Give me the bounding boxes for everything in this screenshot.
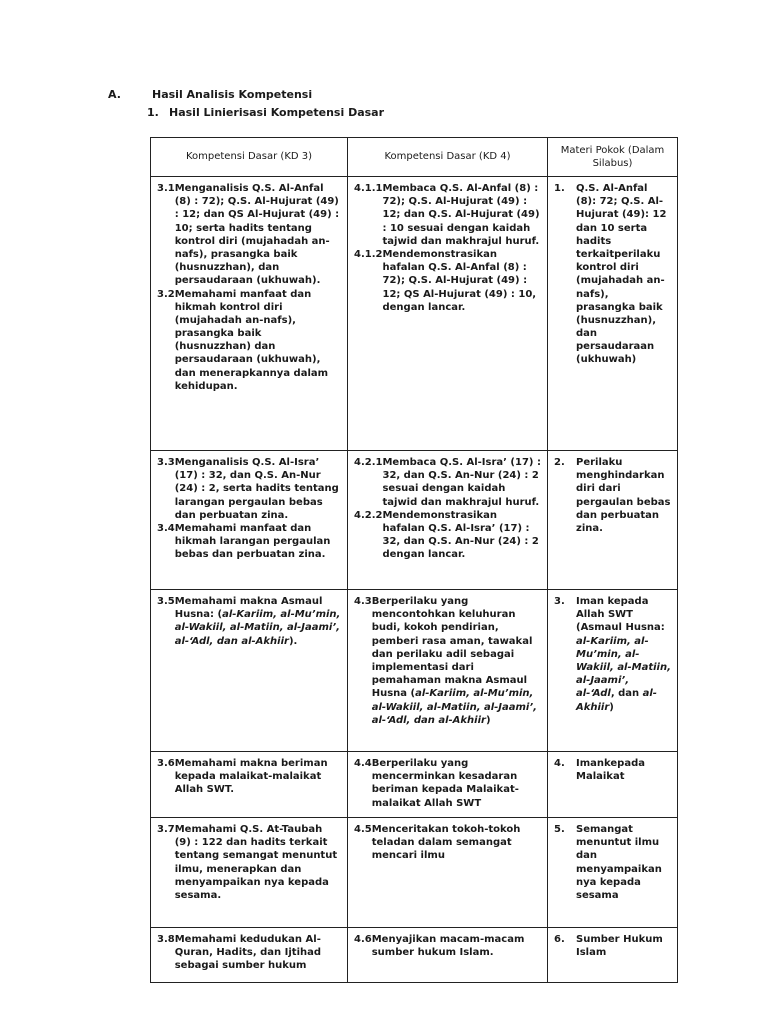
kompetensi-table [150, 137, 678, 983]
cell-kd4 [348, 818, 548, 928]
subsection-marker: 1. [147, 106, 159, 119]
cell-kd3 [151, 752, 348, 818]
cell-kd3 [151, 451, 348, 590]
table-row [151, 590, 678, 752]
cell-kd4 [348, 752, 548, 818]
list-item: 4.5 Menceritakan tokoh-tokoh teladan dalam semangat mencari ilmu [354, 824, 521, 862]
header-materi: Materi Pokok (Dalam Silabus) [548, 138, 678, 177]
header-kd3: Kompetensi Dasar (KD 3) [151, 138, 348, 177]
table-row [151, 928, 678, 983]
list-item: 4.2.1 Membaca Q.S. Al-Isra’ (17) : 32, dan Q.S. An-Nur (24) : 2 sesuai dengan kaidah tajwid dan makhrajul huruf. [354, 457, 541, 508]
list-item: 3.6 Memahami makna beriman kepada malaikat-malaikat Allah SWT. [157, 758, 328, 796]
list-item: 1. Q.S. Al-Anfal (8): 72; Q.S. Al-Hujurat (49): 12 dan 10 serta hadits terkaitperilaku kontrol diri (mujahadah an-nafs), prasangka baik (husnuzzhan), dan persaudaraan (ukhuwah) [554, 183, 667, 366]
list-item: 3.2 Memahami manfaat dan hikmah kontrol diri (mujahadah an-nafs), prasangka baik (husnuzzhan) dan persaudaraan (ukhuwah), dan menerapkannya dalam kehidupan. [157, 288, 329, 392]
table-row [151, 818, 678, 928]
list-item: 4.2.2 Mendemonstrasikan hafalan Q.S. Al-Isra’ (17) : 32, dan Q.S. An-Nur (24) : 2 dengan lancar. [354, 509, 539, 561]
cell-kd4 [348, 451, 548, 590]
section-marker: A. [108, 88, 121, 101]
list-item: 4.4 Berperilaku yang mencerminkan kesadaran beriman kepada Malaikat-malaikat Allah SWT [354, 758, 519, 809]
subsection-title: Hasil Linierisasi Kompetensi Dasar [169, 106, 385, 119]
cell-materi [548, 177, 678, 451]
cell-materi [548, 451, 678, 590]
list-item: 4.3 Berperilaku yang mencontohkan keluhuran budi, kokoh pendirian, pemberi rasa aman, tawakal dan perilaku adil sebagai implementasi dari pemahaman makna Asmaul Husna (al-Kariim, al-Mu’min, al-Wakiil, al-Matiin, al-Jaami’, al-‘Adl, dan al-Akhiir) [354, 596, 537, 726]
section-title: Hasil Analisis Kompetensi [152, 88, 313, 101]
list-item: 3.5 Memahami makna Asmaul Husna: (al-Kariim, al-Mu’min, al-Wakiil, al-Matiin, al-Jaami’, al-‘Adl, dan al-Akhiir). [157, 596, 341, 647]
cell-kd3 [151, 818, 348, 928]
cell-materi [548, 818, 678, 928]
header-kd4: Kompetensi Dasar (KD 4) [348, 138, 548, 177]
cell-kd4 [348, 928, 548, 983]
list-item: 3.8 Memahami kedudukan Al-Quran, Hadits, dan Ijtihad sebagai sumber hukum [157, 934, 322, 972]
cell-kd3 [151, 590, 348, 752]
cell-kd3 [151, 177, 348, 451]
cell-materi [548, 590, 678, 752]
list-item: 6. Sumber Hukum Islam [554, 934, 663, 959]
table-row [151, 177, 678, 451]
list-item: 3.7 Memahami Q.S. At-Taubah (9) : 122 dan hadits terkait tentang semangat menuntut ilmu, menerapkan dan menyampaikan nya kepada sesama. [157, 824, 338, 901]
section-heading [108, 88, 312, 101]
list-item: 3.3 Menganalisis Q.S. Al-Isra’ (17) : 32, dan Q.S. An-Nur (24) : 2, serta hadits tentang larangan pergaulan bebas dan perbuatan zina. [157, 457, 339, 521]
table-header-row [151, 138, 678, 177]
cell-kd4 [348, 177, 548, 451]
list-item: 4.6 Menyajikan macam-macam sumber hukum Islam. [354, 934, 525, 959]
list-item: 4. Imankepada Malaikat [554, 758, 645, 783]
table-row [151, 752, 678, 818]
list-item: 3.4 Memahami manfaat dan hikmah larangan pergaulan bebas dan perbuatan zina. [157, 522, 331, 561]
list-item: 4.1.1 Membaca Q.S. Al-Anfal (8) : 72); Q.S. Al-Hujurat (49) : 12; dan Q.S. Al-Hujurat (49) : 10 sesuai dengan kaidah tajwid dan makhrajul huruf. [354, 183, 540, 247]
list-item: 3.1 Menganalisis Q.S. Al-Anfal (8) : 72); Q.S. Al-Hujurat (49) : 12; dan QS Al-Hujurat (49) : 10; serta hadits tentang kontrol diri (mujahadah an-nafs), prasangka baik (husnuzzhan), dan persaudaraan (ukhuwah). [157, 183, 340, 287]
cell-kd3 [151, 928, 348, 983]
cell-materi [548, 928, 678, 983]
list-item: 2. Perilaku menghindarkan diri dari pergaulan bebas dan perbuatan zina. [554, 457, 671, 534]
cell-kd4 [348, 590, 548, 752]
list-item: 5. Semangat menuntut ilmu dan menyampaikan nya kepada sesama [554, 824, 662, 901]
table-row [151, 451, 678, 590]
cell-materi [548, 752, 678, 818]
subsection-heading [147, 106, 384, 119]
list-item: 3. Iman kepada Allah SWT (Asmaul Husna: al-Kariim, al-Mu’min, al-Wakiil, al-Matiin, al-Jaami’, al-‘Adl, dan al-Akhiir) [554, 596, 671, 713]
list-item: 4.1.2 Mendemonstrasikan hafalan Q.S. Al-Anfal (8) : 72); Q.S. Al-Hujurat (49) : 12; QS Al-Hujurat (49) : 10, dengan lancar. [354, 248, 537, 313]
